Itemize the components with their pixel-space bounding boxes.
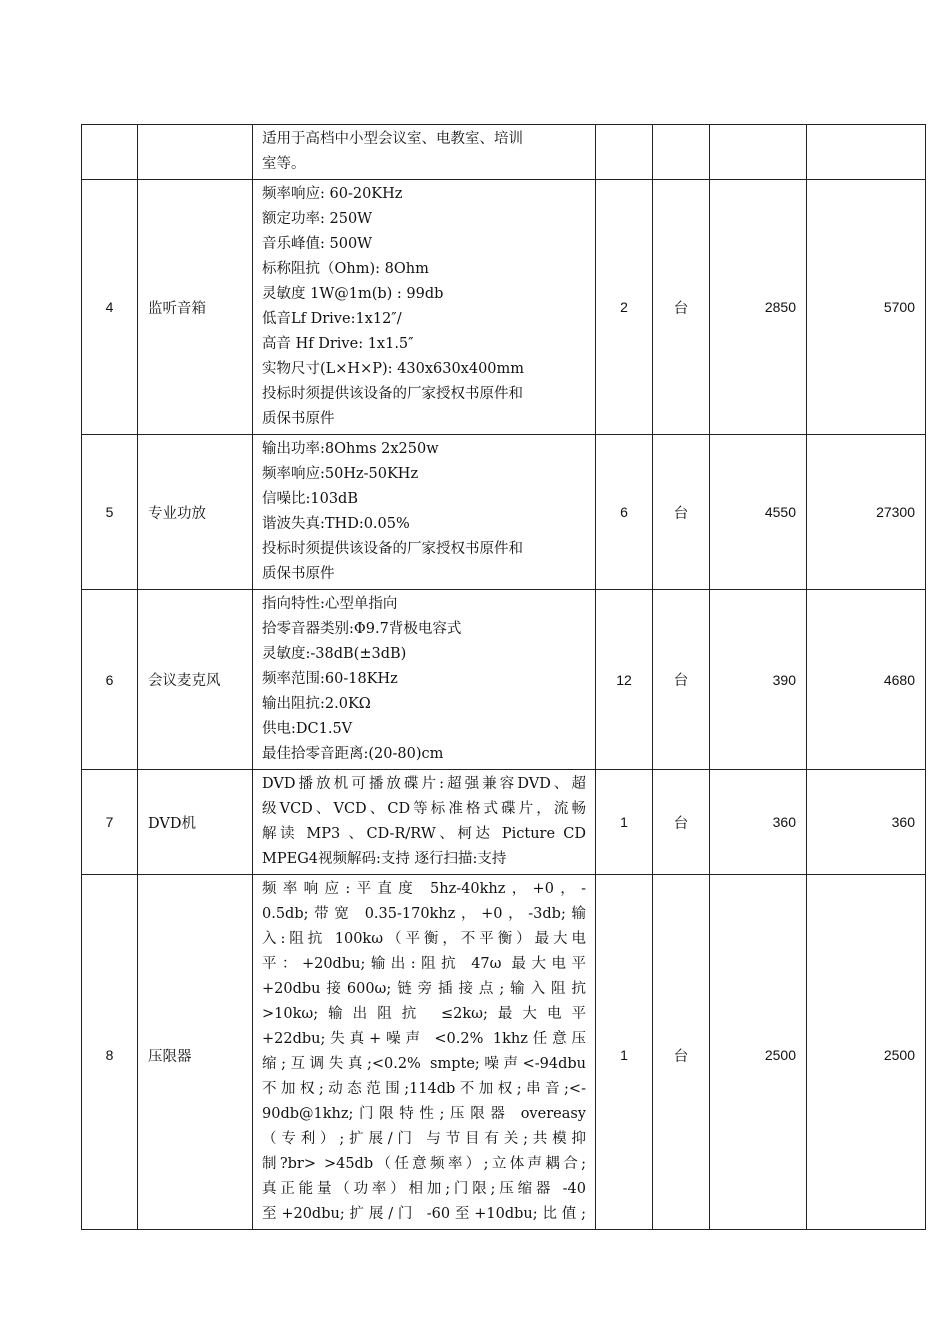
item-number	[82, 125, 138, 180]
spec-line: 室等。	[262, 156, 306, 172]
item-number: 6	[82, 590, 138, 770]
item-quantity: 2	[596, 180, 653, 435]
item-total-price: 2500	[807, 875, 926, 1230]
spec-line: 0.5db;带宽 0.35-170khz，+0，-3db;输	[262, 906, 586, 922]
item-spec	[253, 125, 596, 180]
spec-line: 信噪比:103dB	[262, 491, 358, 507]
item-unit-price	[710, 125, 807, 180]
spec-line: 投标时须提供该设备的厂家授权书原件和	[262, 541, 523, 557]
spec-line: 不加权;动态范围;114db不加权;串音;<-	[262, 1081, 586, 1097]
spec-line: 级VCD、VCD、CD等标准格式碟片，流畅	[262, 801, 586, 817]
spec-line: 缩;互调失真;<0.2% smpte;噪声<-94dbu	[262, 1056, 586, 1072]
spec-line: 指向特性:心型单指向	[262, 596, 398, 612]
spec-line: MPEG4视频解码:支持 逐行扫描:支持	[262, 851, 507, 867]
spec-line: 频率响应: 60-20KHz	[262, 186, 403, 202]
item-number: 4	[82, 180, 138, 435]
item-total-price	[807, 125, 926, 180]
item-unit	[653, 125, 710, 180]
item-unit: 台	[653, 590, 710, 770]
item-unit-price: 360	[710, 770, 807, 875]
spec-line: 低音Lf Drive:1x12″/	[262, 311, 402, 327]
spec-line: 最佳拾零音距离:(20-80)cm	[262, 746, 444, 762]
item-total-price: 5700	[807, 180, 926, 435]
item-number: 5	[82, 435, 138, 590]
item-unit-price: 2500	[710, 875, 807, 1230]
item-spec	[253, 875, 596, 1230]
item-unit: 台	[653, 180, 710, 435]
spec-line: 拾零音器类别:Φ9.7背极电容式	[262, 621, 462, 637]
item-name: 会议麦克风	[138, 590, 253, 770]
spec-line: 实物尺寸(L×H×P): 430x630x400mm	[262, 361, 525, 377]
spec-line: 谐波失真:THD:0.05%	[262, 516, 410, 532]
item-spec	[253, 180, 596, 435]
item-total-price: 27300	[807, 435, 926, 590]
spec-line: 标称阻抗（Ohm): 8Ohm	[262, 261, 429, 277]
spec-line: 频率响应:平直度 5hz-40khz，+0，-	[262, 881, 586, 897]
table-row	[82, 125, 926, 180]
spec-line: 频率范围:60-18KHz	[262, 671, 398, 687]
item-spec	[253, 435, 596, 590]
item-name	[138, 125, 253, 180]
item-quantity: 6	[596, 435, 653, 590]
table-row	[82, 180, 926, 435]
item-quantity	[596, 125, 653, 180]
spec-line: 平：+20dbu;输出:阻抗 47ω 最大电平	[262, 956, 586, 972]
spec-line: 质保书原件	[262, 566, 335, 582]
item-spec	[253, 590, 596, 770]
spec-line: +20dbu接600ω;链旁插接点;输入阻抗	[262, 981, 586, 997]
table-row	[82, 770, 926, 875]
table-body	[82, 125, 926, 1230]
spec-line: 质保书原件	[262, 411, 335, 427]
item-name: 监听音箱	[138, 180, 253, 435]
item-unit-price: 4550	[710, 435, 807, 590]
spec-line: 输出功率:8Ohms 2x250w	[262, 441, 439, 457]
spec-line: 灵敏度:-38dB(±3dB)	[262, 646, 407, 662]
item-name: 专业功放	[138, 435, 253, 590]
spec-line: 音乐峰值: 500W	[262, 236, 373, 252]
item-name: DVD机	[138, 770, 253, 875]
table-row	[82, 875, 926, 1230]
item-spec	[253, 770, 596, 875]
item-number: 8	[82, 875, 138, 1230]
table-row	[82, 590, 926, 770]
spec-line: 真正能量（功率）相加;门限;压缩器 -40	[262, 1181, 586, 1197]
spec-line: 制?br> >45db（任意频率）;立体声耦合;	[262, 1156, 586, 1172]
item-unit: 台	[653, 435, 710, 590]
spec-line: （专利）;扩展/门 与节目有关;共模抑	[262, 1131, 586, 1147]
spec-line: 至+20dbu;扩展/门 -60至+10dbu;比值;	[262, 1206, 586, 1222]
item-name: 压限器	[138, 875, 253, 1230]
spec-line: 解读 MP3 、CD-R/RW、柯达 Picture CD	[262, 826, 586, 842]
spec-line: DVD播放机可播放碟片:超强兼容DVD、超	[262, 776, 586, 792]
item-unit: 台	[653, 770, 710, 875]
item-quantity: 1	[596, 770, 653, 875]
item-total-price: 4680	[807, 590, 926, 770]
item-unit: 台	[653, 875, 710, 1230]
spec-line: 频率响应:50Hz-50KHz	[262, 466, 419, 482]
spec-line: >10kω;输出阻抗 ≤2kω;最大电平	[262, 1006, 586, 1022]
table-row	[82, 435, 926, 590]
spec-line: 输出阻抗:2.0KΩ	[262, 696, 371, 712]
equipment-table	[81, 124, 926, 1230]
spec-line: 灵敏度 1W@1m(b) : 99db	[262, 286, 444, 302]
item-unit-price: 2850	[710, 180, 807, 435]
spec-line: +22dbu;失真+噪声 <0.2% 1khz任意压	[262, 1031, 586, 1047]
spec-line: 投标时须提供该设备的厂家授权书原件和	[262, 386, 523, 402]
item-number: 7	[82, 770, 138, 875]
spec-line: 额定功率: 250W	[262, 211, 373, 227]
item-quantity: 12	[596, 590, 653, 770]
spec-line: 供电:DC1.5V	[262, 721, 353, 737]
spec-line: 高音 Hf Drive: 1x1.5″	[262, 336, 414, 352]
item-total-price: 360	[807, 770, 926, 875]
spec-line: 90db@1khz;门限特性;压限器 overeasy	[262, 1106, 586, 1122]
spec-line: 适用于高档中小型会议室、电教室、培训	[262, 131, 523, 147]
item-quantity: 1	[596, 875, 653, 1230]
item-unit-price: 390	[710, 590, 807, 770]
spec-line: 入:阻抗 100kω（平衡，不平衡）最大电	[262, 931, 586, 947]
